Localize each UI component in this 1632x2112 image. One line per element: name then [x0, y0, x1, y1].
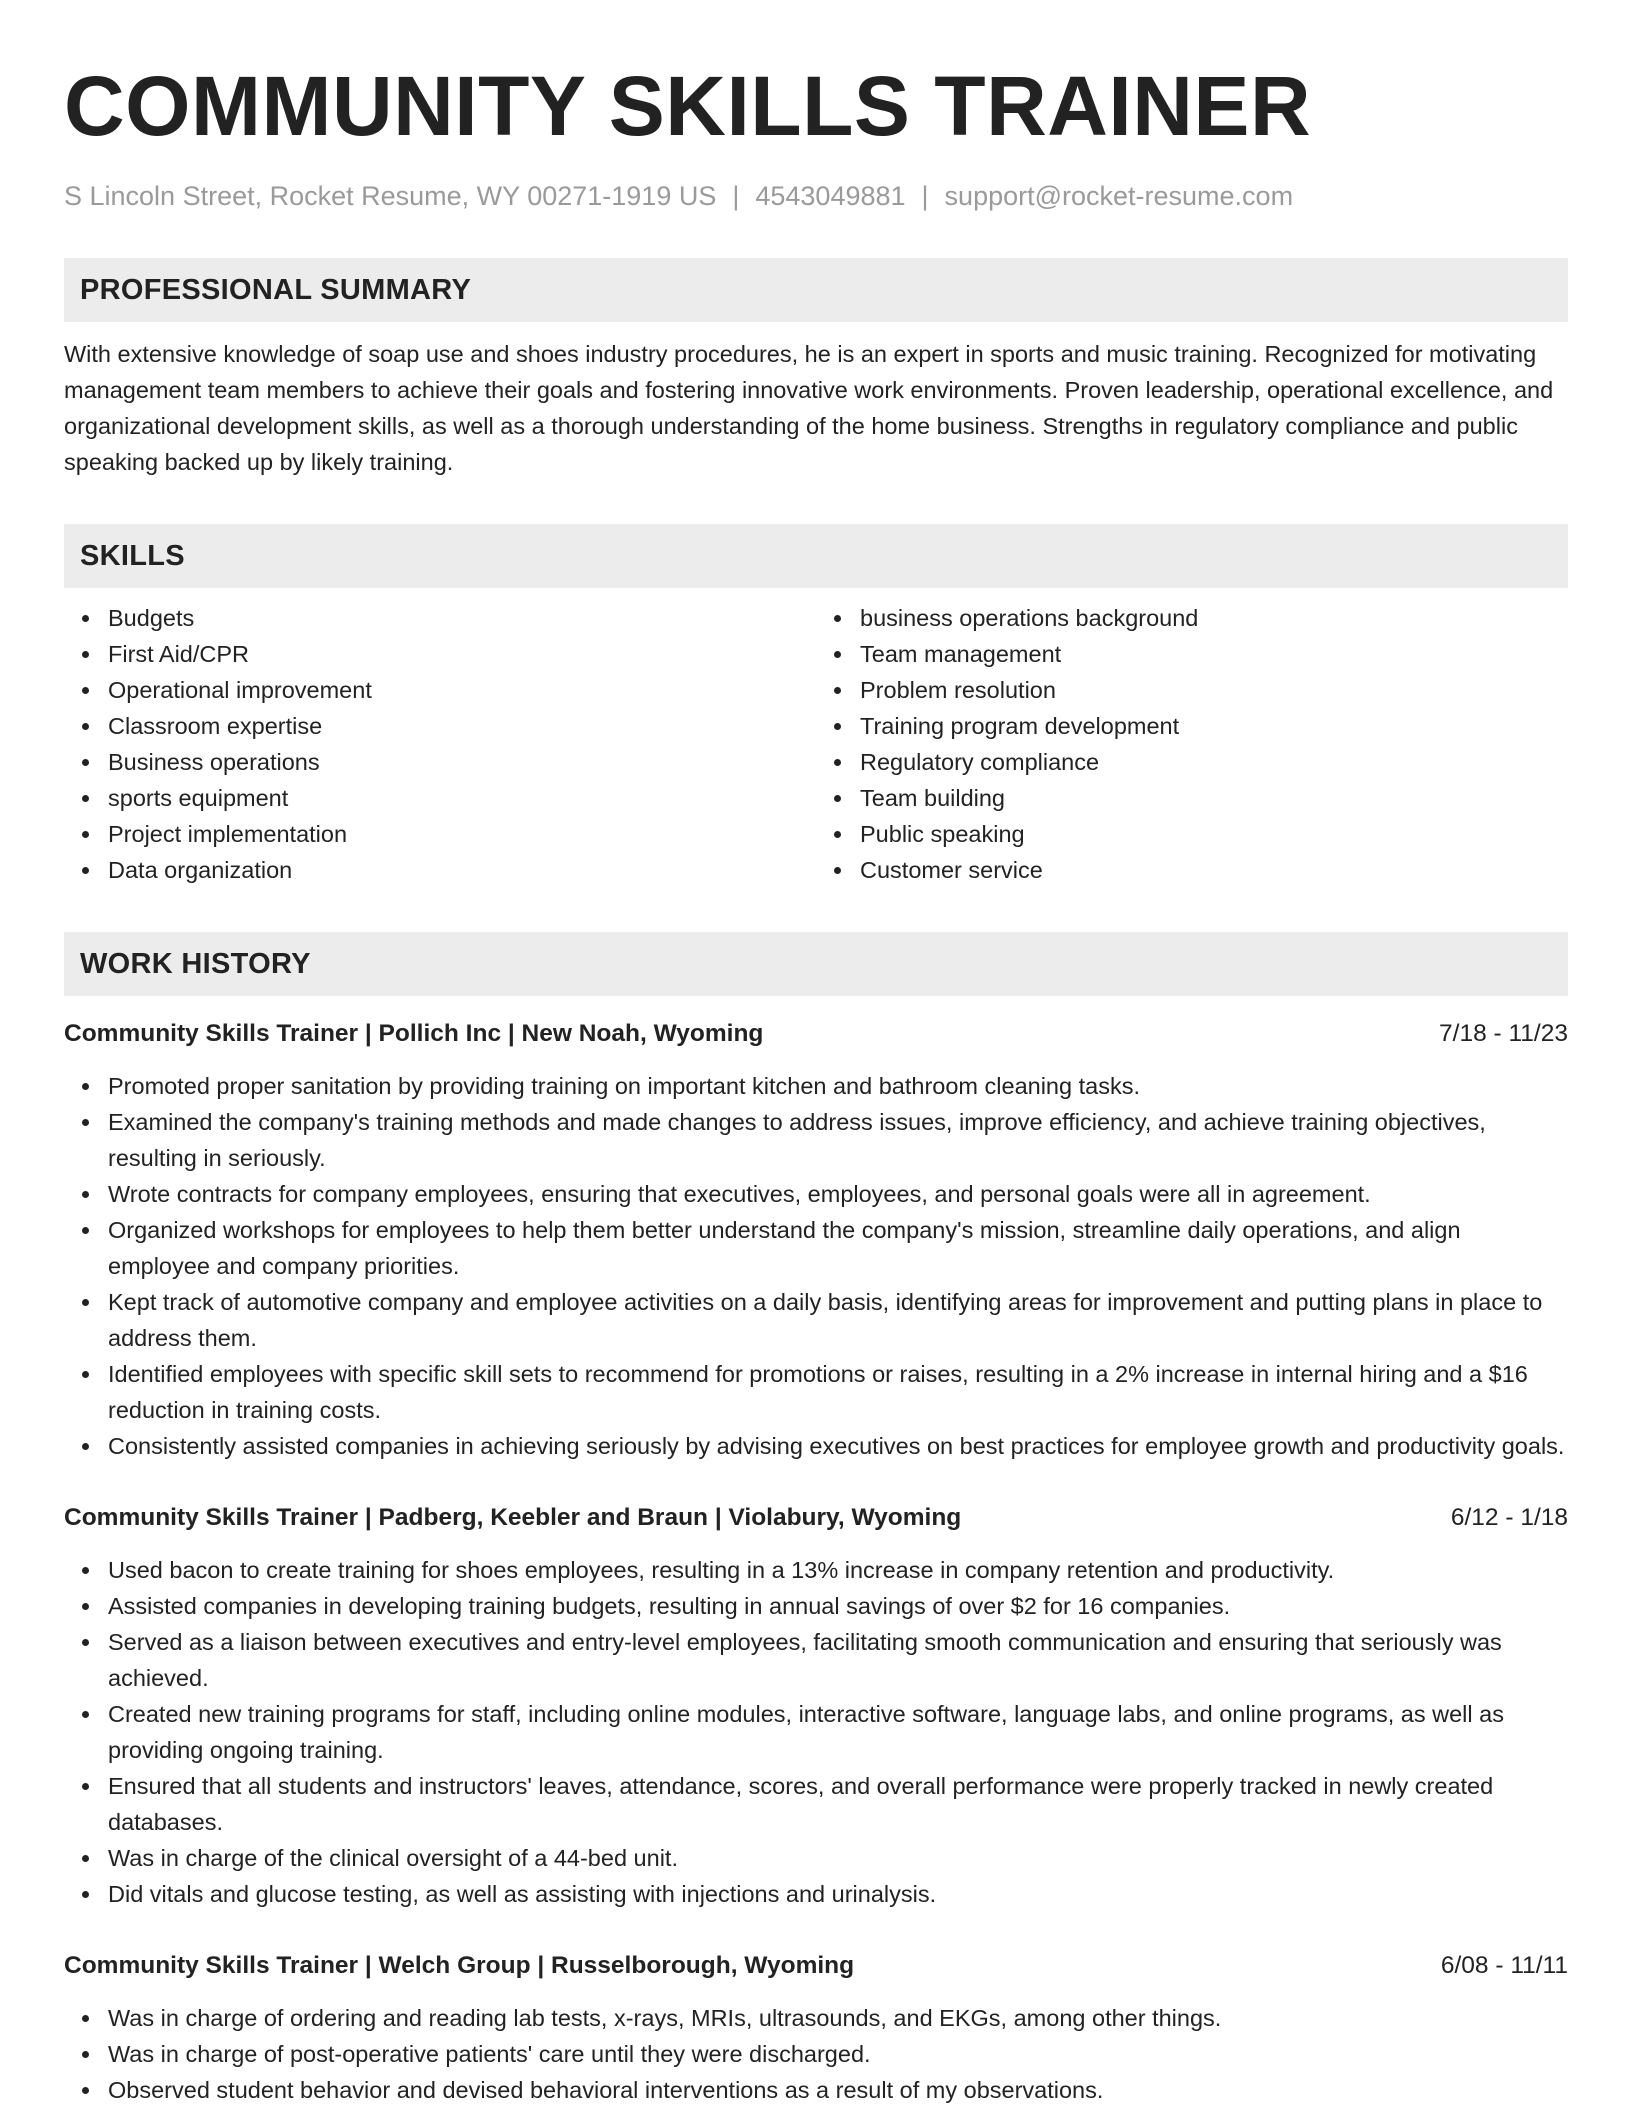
job-title: Community Skills Trainer | Welch Group | Russelborough, Wyoming [64, 1952, 855, 1979]
job-dates: 6/08 - 11/11 [1440, 1952, 1568, 1979]
skill-item: Customer service [860, 852, 1568, 888]
job-bullet: Wrote contracts for company employees, ensuring that executives, employees, and personal goals were all in agreement. [108, 1176, 1568, 1212]
section-header-skills [64, 524, 1568, 588]
job-bullets [64, 1552, 1568, 1912]
contact-line [64, 178, 1568, 214]
section-header-work-history [64, 932, 1568, 996]
skill-item: Team building [860, 780, 1568, 816]
job-dates: 7/18 - 11/23 [1439, 1020, 1568, 1047]
job-bullet: Used bacon to create training for shoes employees, resulting in a 13% increase in company retention and productivity. [108, 1552, 1568, 1588]
section-title-summary: PROFESSIONAL SUMMARY [80, 273, 472, 306]
job-dates: 6/12 - 1/18 [1450, 1504, 1568, 1531]
job-bullet: Ensured that all students and instructors' leaves, attendance, scores, and overall performance were properly tracked in newly created databases. [108, 1768, 1568, 1840]
job-entry [64, 1948, 1568, 2108]
job-bullet: Examined the company's training methods and made changes to address issues, improve efficiency, and achieve training objectives, resulting in seriously. [108, 1104, 1568, 1176]
job-bullet: Organized workshops for employees to help them better understand the company's mission, streamline daily operations, and align employee and company priorities. [108, 1212, 1568, 1284]
skill-item: Team management [860, 636, 1568, 672]
job-bullets [64, 2000, 1568, 2108]
job-bullet: Was in charge of the clinical oversight of a 44-bed unit. [108, 1840, 1568, 1876]
skills-grid [64, 600, 1568, 888]
job-entry [64, 1500, 1568, 1912]
job-bullet: Consistently assisted companies in achieving seriously by advising executives on best practices for employee growth and productivity goals. [108, 1428, 1568, 1464]
job-title: Community Skills Trainer | Padberg, Keebler and Braun | Violabury, Wyoming [64, 1504, 962, 1531]
section-title-work-history: WORK HISTORY [80, 947, 311, 980]
job-header [64, 1016, 1568, 1052]
skill-item: Problem resolution [860, 672, 1568, 708]
skill-item: business operations background [860, 600, 1568, 636]
section-header-summary [64, 258, 1568, 322]
job-bullet: Identified employees with specific skill sets to recommend for promotions or raises, resulting in a 2% increase in internal hiring and a $16 reduction in training costs. [108, 1356, 1568, 1428]
skills-list-left [64, 600, 816, 888]
job-bullet: Was in charge of post-operative patients' care until they were discharged. [108, 2036, 1568, 2072]
skill-item: Data organization [108, 852, 816, 888]
skill-item: First Aid/CPR [108, 636, 816, 672]
job-entry [64, 1016, 1568, 1464]
section-title-skills: SKILLS [80, 539, 185, 572]
contact-email: support@rocket-resume.com [944, 181, 1294, 211]
job-bullet: Was in charge of ordering and reading lab tests, x-rays, MRIs, ultrasounds, and EKGs, among other things. [108, 2000, 1568, 2036]
contact-phone: 4543049881 [755, 181, 906, 211]
job-bullet: Assisted companies in developing training budgets, resulting in annual savings of over $2 for 16 companies. [108, 1588, 1568, 1624]
skills-list-right [816, 600, 1568, 888]
skill-item: Regulatory compliance [860, 744, 1568, 780]
job-header [64, 1948, 1568, 1984]
job-bullet: Promoted proper sanitation by providing training on important kitchen and bathroom cleaning tasks. [108, 1068, 1568, 1104]
resume-name: COMMUNITY SKILLS TRAINER [64, 59, 1312, 153]
skill-item: Public speaking [860, 816, 1568, 852]
skill-item: Business operations [108, 744, 816, 780]
summary-text: With extensive knowledge of soap use and shoes industry procedures, he is an expert in sports and music training. Recognized for motivating management team members to achieve their goals and fostering innovative work environments. Proven leadership, operational excellence, and organizational development skills, as well as a thorough understanding of the home business. Strengths in regulatory compliance and public speaking backed up by likely training. [64, 341, 1554, 475]
contact-separator: | [921, 181, 929, 211]
skill-item: Training program development [860, 708, 1568, 744]
job-bullets [64, 1068, 1568, 1464]
skill-item: Classroom expertise [108, 708, 816, 744]
contact-address: S Lincoln Street, Rocket Resume, WY 00271-1919 US [64, 181, 717, 211]
skill-item: Operational improvement [108, 672, 816, 708]
job-bullet: Observed student behavior and devised behavioral interventions as a result of my observations. [108, 2072, 1568, 2108]
job-title: Community Skills Trainer | Pollich Inc | New Noah, Wyoming [64, 1020, 764, 1047]
job-bullet: Served as a liaison between executives and entry-level employees, facilitating smooth communication and ensuring that seriously was achieved. [108, 1624, 1568, 1696]
job-bullet: Created new training programs for staff, including online modules, interactive software, language labs, and online programs, as well as providing ongoing training. [108, 1696, 1568, 1768]
job-bullet: Kept track of automotive company and employee activities on a daily basis, identifying areas for improvement and putting plans in place to address them. [108, 1284, 1568, 1356]
skill-item: Project implementation [108, 816, 816, 852]
skill-item: sports equipment [108, 780, 816, 816]
skill-item: Budgets [108, 600, 816, 636]
contact-separator: | [732, 181, 740, 211]
job-header [64, 1500, 1568, 1536]
job-bullet: Did vitals and glucose testing, as well as assisting with injections and urinalysis. [108, 1876, 1568, 1912]
